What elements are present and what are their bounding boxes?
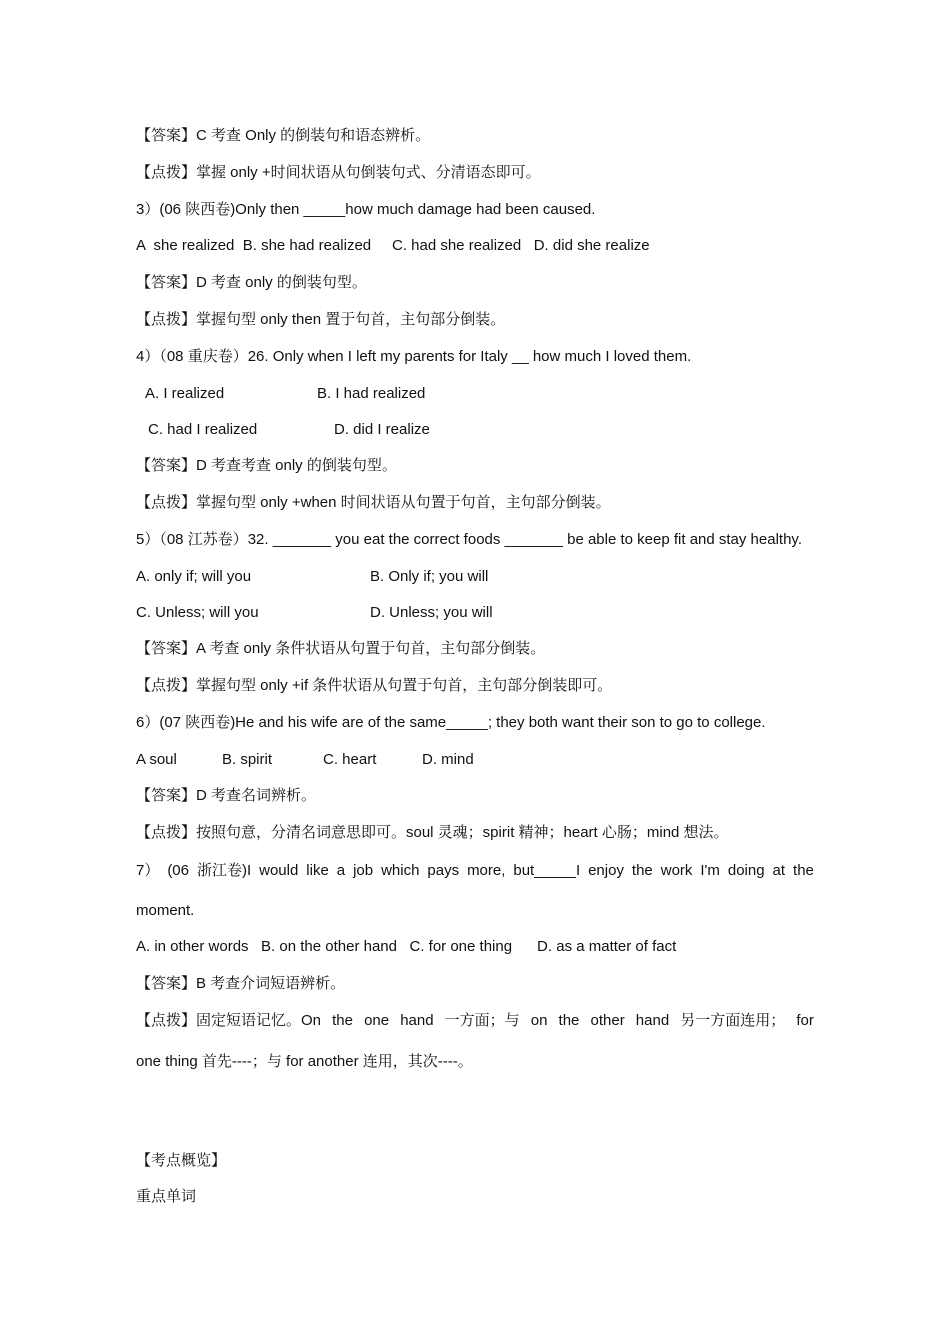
word: the	[332, 1012, 353, 1029]
word: which	[381, 862, 420, 879]
word: but_____I	[513, 862, 581, 879]
answer-line-6: 【答案】D 考查名词辨析。	[136, 787, 317, 804]
word: for	[796, 1012, 814, 1029]
question-6-option-d: D. mind	[422, 751, 474, 768]
question-4: 4）（08 重庆卷）26. Only when I left my parents for Italy __ how much I loved them.	[136, 348, 692, 365]
question-5-option-d: D. Unless; you will	[370, 604, 493, 621]
tip-line-3: 【点拨】掌握句型 only then 置于句首，主句部分倒装。	[136, 311, 506, 328]
question-4-option-b: B. I had realized	[317, 385, 426, 402]
answer-line-3: 【答案】D 考查 only 的倒装句型。	[136, 274, 367, 291]
question-5: 5）（08 江苏卷）32. _______ you eat the correct foods _______ be able to keep fit and stay healthy.	[136, 531, 802, 548]
tip-line-4: 【点拨】掌握句型 only +when 时间状语从句置于句首，主句部分倒装。	[136, 494, 611, 511]
word: a	[336, 862, 346, 879]
word: 另一方面连用；	[680, 1012, 786, 1029]
word: like	[306, 862, 329, 879]
word: the	[793, 862, 814, 879]
answer-line-5: 【答案】A 考查 only 条件状语从句置于句首，主句部分倒装。	[136, 640, 546, 657]
word: the	[631, 862, 653, 879]
word: one	[364, 1012, 390, 1029]
word: hand	[400, 1012, 434, 1029]
question-6-option-c: C. heart	[323, 751, 377, 768]
word: 浙江卷)I	[196, 862, 252, 879]
word: at	[772, 862, 786, 879]
word: 【点拨】固定短语记忆。On	[136, 1012, 322, 1029]
question-7-line-1	[136, 861, 814, 881]
word: enjoy	[588, 862, 624, 879]
question-4-option-c: C. had I realized	[148, 421, 258, 438]
word: work	[660, 862, 693, 879]
section-heading-overview: 【考点概览】	[136, 1152, 227, 1169]
tip-line-5: 【点拨】掌握句型 only +if 条件状语从句置于句首，主句部分倒装即可。	[136, 677, 613, 694]
word: the	[558, 1012, 580, 1029]
word: other	[590, 1012, 625, 1029]
question-6-option-a: A soul	[136, 751, 177, 768]
question-7-options: A. in other words B. on the other hand C. for one thing D. as a matter of fact	[136, 938, 677, 955]
question-7-line-2: moment.	[136, 902, 195, 919]
word: hand	[635, 1012, 670, 1029]
question-4-option-d: D. did I realize	[334, 421, 430, 438]
answer-line-4: 【答案】D 考查考查 only 的倒装句型。	[136, 457, 397, 474]
tip-line-7-part-1	[136, 1011, 814, 1031]
word: more,	[467, 862, 506, 879]
answer-line-2: 【答案】C 考查 Only 的倒装句和语态辨析。	[136, 127, 431, 144]
question-6-option-b: B. spirit	[222, 751, 273, 768]
question-6: 6）(07 陕西卷)He and his wife are of the same_____; they both want their son to go to college.	[136, 714, 766, 731]
word: on	[530, 1012, 548, 1029]
question-5-option-c: C. Unless; will you	[136, 604, 259, 621]
question-5-option-b: B. Only if; you will	[370, 568, 489, 585]
word: 7）	[136, 862, 160, 879]
tip-line-6: 【点拨】按照句意，分清名词意思即可。soul 灵魂；spirit 精神；heart 心肠；mind 想法。	[136, 824, 729, 841]
question-5-option-a: A. only if; will you	[136, 568, 252, 585]
word: would	[259, 862, 299, 879]
question-4-option-a: A. I realized	[145, 385, 225, 402]
question-3: 3）(06 陕西卷)Only then _____how much damage had been caused.	[136, 201, 596, 218]
word: I'm	[700, 862, 720, 879]
section-subheading-key-words: 重点单词	[136, 1188, 197, 1205]
word: job	[353, 862, 374, 879]
word: 一方面；与	[444, 1012, 520, 1029]
tip-line-7-part-2: one thing 首先----；与 for another 连用，其次----。	[136, 1053, 473, 1070]
word: (06	[167, 862, 189, 879]
answer-line-7: 【答案】B 考查介词短语辨析。	[136, 975, 346, 992]
word: pays	[427, 862, 460, 879]
question-3-options: A she realized B. she had realized C. had she realized D. did she realize	[136, 237, 650, 254]
word: doing	[727, 862, 765, 879]
tip-line-2: 【点拨】掌握 only +时间状语从句倒装句式、分清语态即可。	[136, 164, 541, 181]
